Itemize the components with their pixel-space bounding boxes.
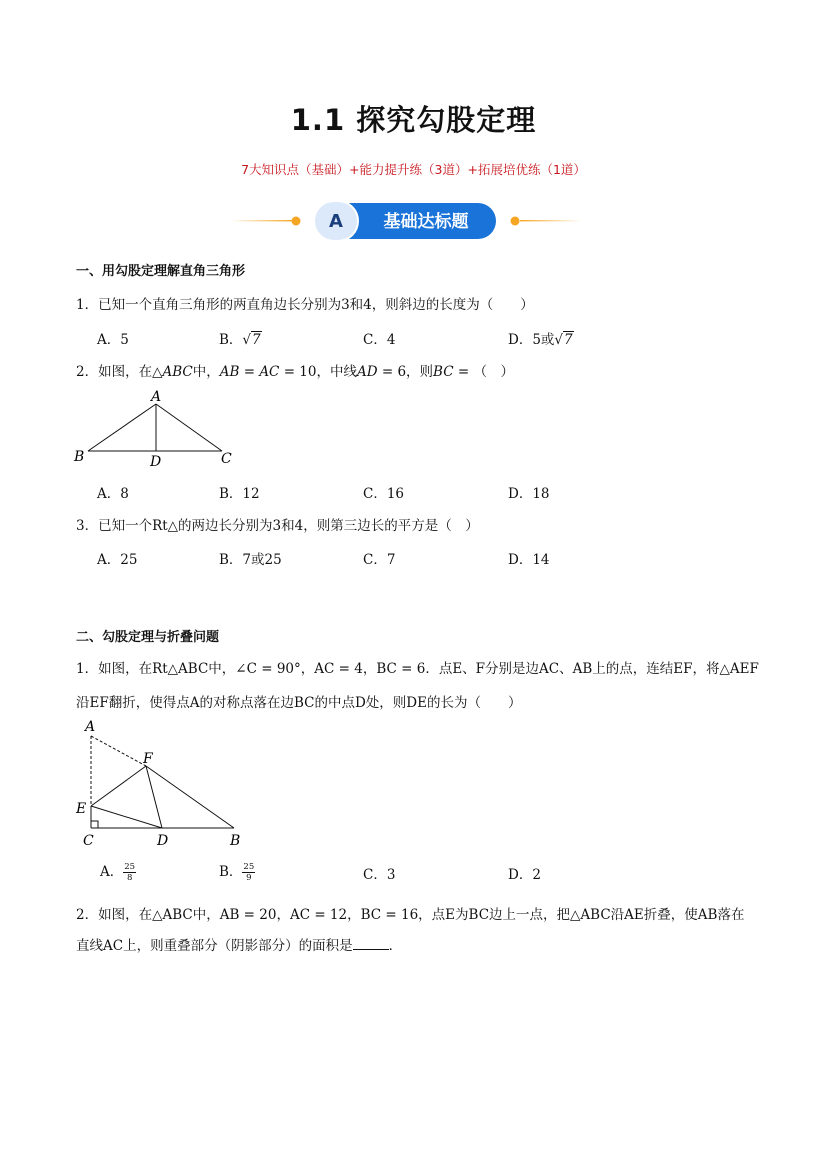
- page-title: 1.1 探究勾股定理: [290, 103, 537, 137]
- fraction: $\frac{25}{9}$: [243, 862, 255, 883]
- q1-1-option-d: D．5或√7: [508, 332, 573, 348]
- q1-2-option-d: D．18: [508, 486, 550, 502]
- q2-1-option-d: D．2: [508, 867, 541, 883]
- figure-triangle-abc: [70, 384, 240, 470]
- sqrt-symbol: √7: [242, 332, 261, 348]
- banner-dot-left-icon: [292, 217, 301, 226]
- banner-text: 基础达标题: [383, 212, 469, 232]
- q1-1-option-b: B．√7: [219, 332, 261, 348]
- answer-blank[interactable]: [353, 937, 389, 950]
- question-2-1-line1: 1．如图，在Rt△ABC中，∠C = 90°，AC = 4，BC = 6．点E、F分别是边AC、AB上的点，连结EF，将△AEF: [76, 661, 759, 677]
- right-angle-icon: [91, 821, 98, 828]
- q1-3-option-b: B．7或25: [219, 552, 282, 568]
- question-1-3-stem: 3．已知一个Rt△的两边长分别为3和4，则第三边长的平方是（ ）: [76, 518, 479, 534]
- question-2-1-line2: 沿EF翻折，使得点A的对称点落在边BC的中点D处，则DE的长为（ ）: [76, 695, 522, 711]
- q2-1-option-b: B． $\frac{25}{9}$: [219, 862, 255, 883]
- label-c: C: [221, 451, 232, 467]
- page-subtitle: 7大知识点（基础）+能力提升练（3道）+拓展培优练（1道）: [241, 162, 586, 177]
- section-heading-2: 二、勾股定理与折叠问题: [76, 630, 220, 645]
- section-banner: [230, 200, 597, 242]
- q1-2-option-c: C．16: [363, 486, 405, 502]
- fraction: $\frac{25}{8}$: [124, 862, 136, 883]
- question-1-2-stem: 2．如图，在△ABC中，AB = AC = 10，中线AD = 6，则BC = （ ）: [76, 364, 514, 380]
- banner-letter: A: [329, 211, 343, 232]
- q2-1-option-c: C．3: [363, 867, 396, 883]
- banner-dot-right-icon: [511, 217, 520, 226]
- q2-1-option-a: A． $\frac{25}{8}$: [100, 862, 136, 883]
- sqrt-symbol: √7: [554, 332, 573, 348]
- q1-3-option-c: C．7: [363, 552, 396, 568]
- q1-3-option-d: D．14: [508, 552, 550, 568]
- q1-1-option-c: C．4: [363, 332, 396, 348]
- question-2-2-line1: 2．如图，在△ABC中，AB = 20，AC = 12，BC = 16，点E为BC边上一点，把△ABC沿AE折叠，使AB落在: [76, 907, 745, 923]
- label-b: B: [74, 449, 85, 465]
- label-f: F: [143, 751, 153, 767]
- q1-2-option-a: A．8: [97, 486, 129, 502]
- label-e: E: [76, 801, 87, 817]
- label-b: B: [230, 833, 241, 849]
- question-1-1-stem: 1．已知一个直角三角形的两直角边长分别为3和4，则斜边的长度为（ ）: [76, 297, 534, 313]
- label-d: D: [157, 833, 169, 849]
- label-d: D: [150, 454, 162, 470]
- q1-3-option-a: A．25: [97, 552, 138, 568]
- figure-fold-triangle: [70, 716, 250, 852]
- question-2-2-line2: 直线AC上，则重叠部分（阴影部分）的面积是 ．: [76, 938, 403, 954]
- q1-1-option-a: A．5: [97, 332, 129, 348]
- label-a: A: [151, 389, 162, 405]
- q1-2-option-b: B．12: [219, 486, 260, 502]
- label-a: A: [85, 719, 96, 735]
- section-heading-1: 一、用勾股定理解直角三角形: [76, 264, 246, 279]
- label-c: C: [83, 833, 94, 849]
